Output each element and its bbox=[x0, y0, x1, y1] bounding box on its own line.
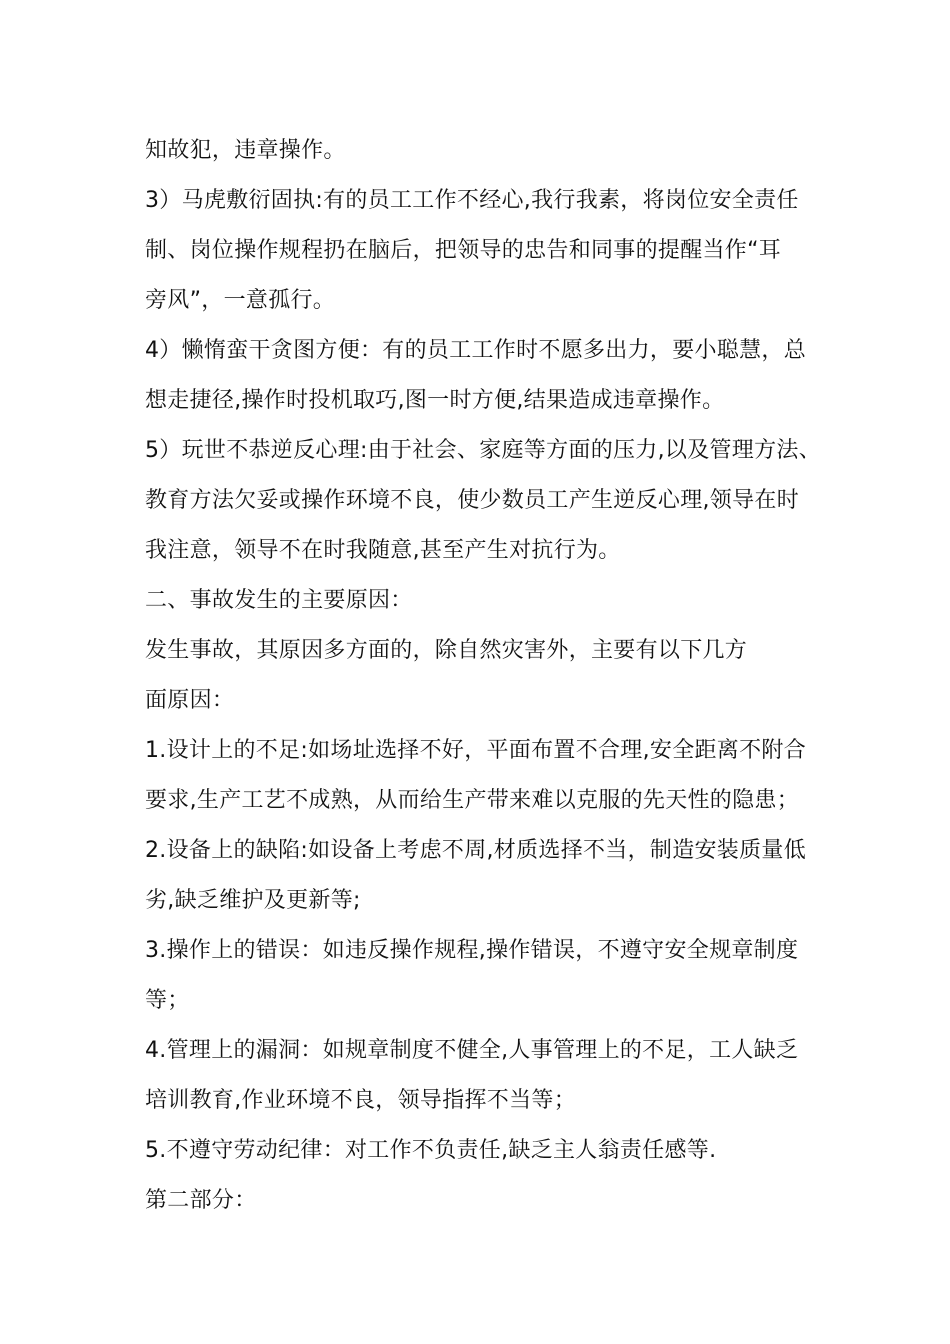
text-line: 我注意，领导不在时我随意,甚至产生对抗行为。 bbox=[145, 538, 621, 563]
text-line: 制、岗位操作规程扔在脑后，把领导的忠告和同事的提醒当作“耳 bbox=[145, 238, 782, 263]
text-line: 要求,生产工艺不成熟，从而给生产带来难以克服的先天性的隐患； bbox=[145, 788, 799, 813]
text-line: 教育方法欠妥或操作环境不良，使少数员工产生逆反心理,领导在时 bbox=[145, 488, 799, 513]
text-line: 想走捷径,操作时投机取巧,图一时方便,结果造成违章操作。 bbox=[145, 388, 725, 413]
text-line: 旁风”，一意孤行。 bbox=[145, 288, 336, 313]
section-heading: 二、事故发生的主要原因： bbox=[145, 588, 413, 613]
text-line: 等； bbox=[145, 988, 190, 1013]
text-line: 劣,缺乏维护及更新等; bbox=[145, 888, 361, 913]
text-line: 培训教育,作业环境不良，领导指挥不当等； bbox=[145, 1088, 576, 1113]
text-line: 3.操作上的错误：如违反操作规程,操作错误，不遵守安全规章制度 bbox=[145, 938, 799, 963]
text-line: 面原因： bbox=[145, 688, 235, 713]
text-line: 知故犯，违章操作。 bbox=[145, 138, 346, 163]
text-line: 2.设备上的缺陷:如设备上考虑不周,材质选择不当，制造安装质量低 bbox=[145, 838, 806, 863]
text-line: 3）马虎敷衍固执:有的员工工作不经心,我行我素，将岗位安全责任 bbox=[145, 188, 799, 213]
text-line: 发生事故，其原因多方面的，除自然灾害外，主要有以下几方 bbox=[145, 638, 748, 663]
text-line: 5.不遵守劳动纪律：对工作不负责任,缺乏主人翁责任感等. bbox=[145, 1138, 717, 1163]
section-heading: 第二部分： bbox=[145, 1188, 257, 1213]
text-line: 4）懒惰蛮干贪图方便：有的员工工作时不愿多出力，要小聪慧，总 bbox=[145, 338, 806, 363]
text-line: 4.管理上的漏洞：如规章制度不健全,人事管理上的不足，工人缺乏 bbox=[145, 1038, 799, 1063]
text-line: 5）玩世不恭逆反心理:由于社会、家庭等方面的压力,以及管理方法、 bbox=[145, 438, 822, 463]
text-line: 1.设计上的不足:如场址选择不好，平面布置不合理,安全距离不附合 bbox=[145, 738, 806, 763]
